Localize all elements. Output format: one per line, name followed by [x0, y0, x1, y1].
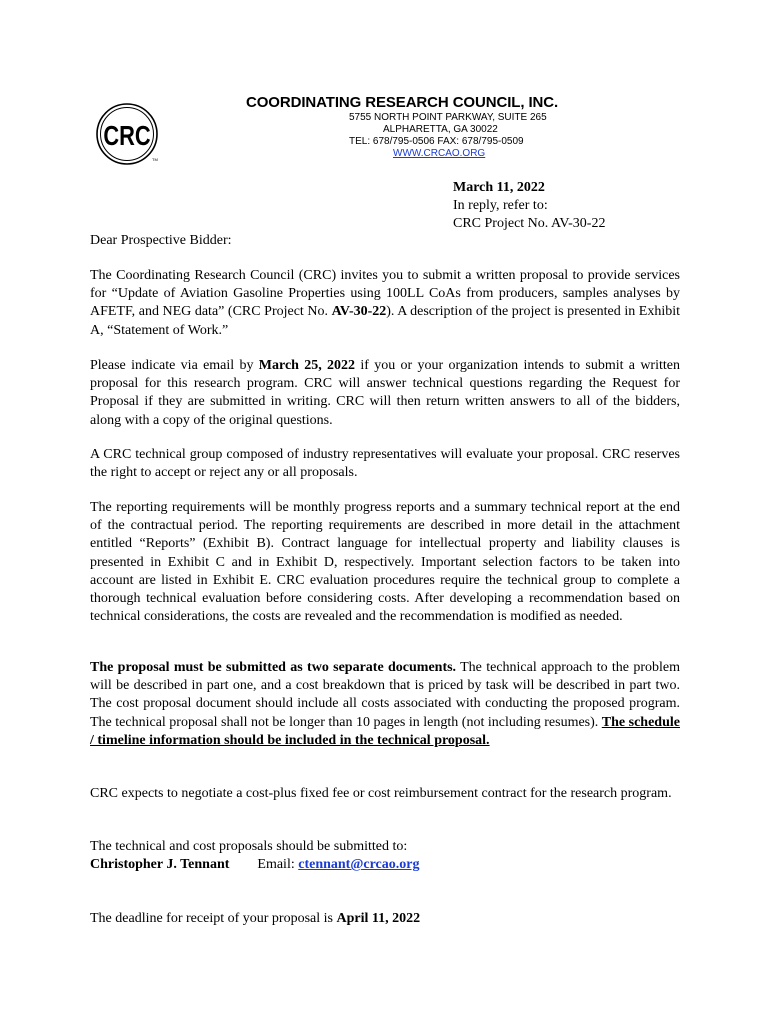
reply-line: In reply, refer to:: [453, 198, 548, 213]
paragraph-intent: Please indicate via email by March 25, 2022 if you or your organization intends to submit a written proposal for this research program. CRC will answer technical questions regarding the Request for Proposal if they are submitted in writing. CRC will then return written answers to all of the bidders, along with a copy of the original questions.: [90, 358, 680, 428]
proposal-deadline: April 11, 2022: [336, 911, 421, 926]
address-line-2: ALPHARETTA, GA 30022: [383, 124, 498, 135]
paragraph-invitation: The Coordinating Research Council (CRC) invites you to submit a written proposal to provide services for “Update of Aviation Gasoline Properties using 100LL CoAs from producers, samples analyses by AFETF, and NEG data” (CRC Project No. AV-30-22). A description of the project is presented in Exhibit A, “Statement of Work.”: [90, 268, 680, 338]
website-line: [393, 148, 485, 160]
website-link[interactable]: WWW.CRCAO.ORG: [393, 148, 486, 159]
project-reference: CRC Project No. AV-30-22: [453, 216, 606, 231]
paragraph-contract: CRC expects to negotiate a cost-plus fixed fee or cost reimbursement contract for the research program.: [90, 786, 672, 801]
paragraph-contact: The technical and cost proposals should be submitted to: Christopher J. Tennant Email: ctennant@crcao.org: [90, 839, 420, 873]
schedule-requirement: The schedule / timeline information should be included in the technical proposal.: [90, 714, 680, 748]
submission-requirement: The proposal must be submitted as two separate documents.: [90, 660, 457, 675]
logo-text: CRC: [103, 120, 151, 152]
contact-name: Christopher J. Tennant: [90, 857, 230, 873]
org-name: COORDINATING RESEARCH COUNCIL, INC.: [246, 94, 559, 111]
date-block: [453, 179, 605, 233]
address-line-1: 5755 NORTH POINT PARKWAY, SUITE 265: [349, 112, 547, 123]
phone-fax: TEL: 678/795-0506 FAX: 678/795-0509: [349, 136, 524, 147]
paragraph-deadline: The deadline for receipt of your proposal is April 11, 2022: [90, 911, 421, 926]
letter-date: March 11, 2022: [453, 180, 545, 195]
contact-email-link[interactable]: ctennant@crcao.org: [298, 857, 420, 873]
paragraph-evaluation: A CRC technical group composed of industry representatives will evaluate your proposal. CRC reserves the right to accept or reject any or all proposals.: [90, 447, 680, 481]
salutation: Dear Prospective Bidder:: [90, 233, 232, 248]
intent-deadline: March 25, 2022: [258, 358, 356, 373]
logo-tm: TM: [152, 157, 158, 162]
project-number: AV-30-22: [331, 304, 387, 320]
paragraph-submission-format: The proposal must be submitted as two separate documents. The technical approach to the problem will be described in part one, and a cost breakdown that is priced by task will be described in part two. The cost proposal document should include all costs associated with conducting the proposed program. The technical proposal shall not be longer than 10 pages in length (not including resumes). The schedule / timeline information should be included in the technical proposal.: [90, 660, 680, 748]
paragraph-reporting: The reporting requirements will be monthly progress reports and a summary technical report at the end of the contractual period. The reporting requirements are described in more detail in the attachment entitled “Reports” (Exhibit B). Contract language for intellectual property and liability clauses is presented in Exhibit C and in Exhibit D, respectively. Important selection factors to be taken into account are listed in Exhibit E. CRC evaluation procedures require the technical group to complete a thorough technical evaluation before considering costs. After developing a recommendation based on technical considerations, the costs are revealed and the recommendation is modified as needed.: [90, 500, 680, 625]
crc-logo: [96, 103, 162, 169]
